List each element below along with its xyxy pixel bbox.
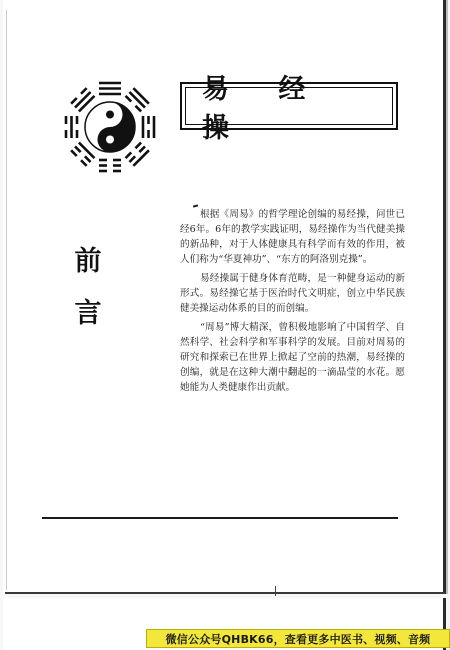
trigram	[126, 143, 149, 166]
preface-heading-char-1: 前	[74, 246, 102, 277]
trigram	[99, 160, 121, 171]
book-title: 易 经 操	[202, 74, 326, 144]
yin-yang-bagua-icon	[55, 72, 165, 182]
trigram	[71, 88, 94, 111]
preface-paragraph-3: “周易”博大精深，曾积极地影响了中国哲学、自然科学、社会科学和军事科学的发展。目前对周易的研究和探索已在世界上掀起了空前的热潮，易经操的创编，就是在这种大潮中翻起的一滴晶莹的水花。愿她能为人类健康作出贡献。	[180, 322, 405, 393]
trigram	[143, 116, 154, 138]
page-bottom-edge	[5, 592, 445, 594]
page-edge	[6, 10, 7, 590]
title-box	[180, 74, 398, 144]
preface-heading-char-2: 言	[74, 298, 102, 329]
trigram	[99, 83, 121, 94]
bottom-rule	[42, 517, 398, 519]
trigram	[126, 88, 149, 111]
preface-paragraph-2: 易经操属于健身体育范畴，是一种健身运动的新形式。易经操它基于医治时代文明症，创立中华民族健美操运动体系的目的而创编。	[180, 273, 405, 314]
preface-heading	[68, 236, 108, 340]
preface-paragraph-1: 根据《周易》的哲学理论创编的易经操，问世已经6年。6年的教学实践证明，易经操作为当代健美操的新品种，对于人体健康具有科学而有效的作用，被人们称为“华夏神功”、“东方的阿洛别克操”。	[180, 209, 405, 265]
watermark-banner: 微信公众号QHBK66，查看更多中医书、视频、音频	[146, 629, 450, 648]
trigram	[66, 116, 77, 138]
preface-body	[180, 207, 405, 395]
trigram	[71, 143, 94, 166]
page-tick	[275, 586, 276, 596]
